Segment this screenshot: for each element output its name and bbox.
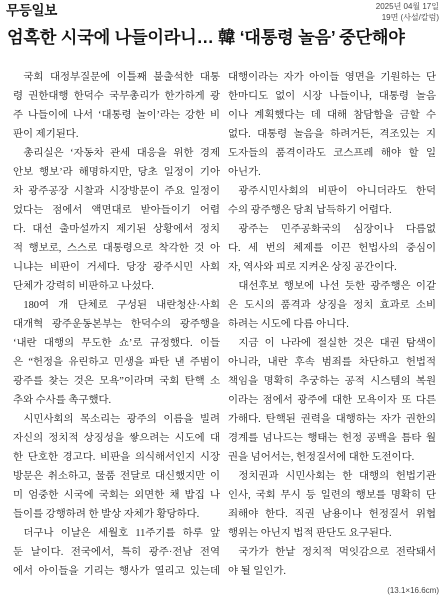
body-text-line: 도자들의 품격이라도 코스프레 해야 할 일 [228,148,436,159]
body-text-line: 미 엄중한 시국에 국회는 외면한 채 밥집 나 [13,490,220,501]
body-text-line: 야 될 일인가. [228,566,286,577]
body-text-line: 수의 광주행은 당최 납득하기 어렵다. [228,205,392,216]
body-text-line: 한 단호한 경고다. 비판을 의식해서인지 시장 [13,452,220,463]
left-column [13,68,220,581]
publication-date: 2025년 04월 17일 [375,2,439,11]
headline: 엄혹한 시국에 나들이라니… 韓 ‘대통령 놀음’ 중단해야 [7,27,405,47]
body-text-line: 령 권한대행 한덕수 국무총리가 한가하게 광 [13,91,220,102]
body-text-line: 판이 제기된다. [13,129,79,140]
body-text-line: 차 광주공장 시찰과 시장방문이 주요 일정이 [13,186,220,197]
body-text-line: 광주를 찾는 것은 모욕”이라며 국회 탄핵 소 [13,376,220,387]
body-text-line: 었다는 점에서 액면대로 받아들이기 어렵 [13,205,220,216]
body-text-line: 죄해야 한다. 직권 남용이나 헌정질서 위협 [228,509,436,520]
body-text-line: 추와 수사를 촉구했다. [13,395,112,406]
body-text-line: 방문은 취소하고, 물품 전달로 대신했지만 이 [13,471,220,482]
body-text-line: 에서 아이들을 기리는 행사가 열리고 있는데 [13,566,220,577]
body-text-line: 권을 넘어서는, 헌정질서에 대한 도전이다. [228,452,415,463]
body-text-line: 이나 계획했다는 데 대해 참담함을 금할 수 [228,110,436,121]
body-text-line: ‘내란 대행의 무도한 쇼’로 규정했다. 이들 [13,338,220,349]
body-text-line: 안보 행보’라 해명하지만, 당초 일정이 기아 [13,167,220,178]
right-column [228,68,436,581]
body-text-line: 대선후보 행보에 나선 듯한 광주행은 이같 [238,281,436,292]
body-text-line: 이라는 점에서 광주에 대한 모욕이자 또 다른 [228,395,436,406]
body-text-line: 가해다. 탄핵된 권력을 대행하는 자가 권한의 [228,414,436,425]
body-text-line: 시민사회의 목소리는 광주의 이름을 빌려 [23,414,220,425]
body-text-line: 국가가 한낱 정치적 먹잇감으로 전락돼서 [238,547,436,558]
body-text-line: 니냐는 비판이 거세다. 당장 광주시민 사회 [13,262,220,273]
body-text-line: 자신의 정치적 상징성을 쌓으려는 시도에 대 [13,433,220,444]
body-text-line: 대개혁 광주운동본부는 한덕수의 광주행을 [13,319,220,330]
body-text-line: 180여 개 단체로 구성된 내란청산·사회 [23,300,220,311]
body-text-line: 없다. 대통령 놀음을 하려거든, 격조있는 지 [228,129,436,140]
body-text-line: 광주는 민주공화국의 심장이나 다름없 [238,224,436,235]
body-text-line: 더구나 이날은 세월호 11주기를 하루 앞 [23,528,220,539]
body-text-line: 은 “헌정을 유린하고 민생을 파탄 낸 주범이 [13,357,220,368]
page-section: 19면 (사설/칼럼) [381,12,439,22]
body-text-line: 경계를 넘나드는 행태는 헌정 공백을 틈타 월 [228,433,436,444]
body-text-line: 아닌가. [228,167,261,178]
body-text-line: 광주시민사회의 비판이 아니더라도 한덕 [238,186,436,197]
body-text-line: 다. 세 번의 체제를 이끈 헌법사의 중심이 [228,243,436,254]
body-text-line: 자, 역사와 피로 지켜온 상징 공간이다. [228,262,397,273]
body-text-line: 다. 대선 출마설까지 제기된 상황에서 정치 [13,224,220,235]
body-text-line: 은 도시의 품격과 상징을 정치 효과로 소비 [228,300,436,311]
body-text-line: 지금 이 나라에 절실한 것은 대권 탐색이 [238,338,436,349]
body-text-line: 행위는 아닌지 법적 판단도 요구된다. [228,528,392,539]
body-text-line: 주 나들이에 나서 ‘대통령 놀이’라는 강한 비 [13,110,220,121]
body-text-line: 들이를 강행하려 한 발상 자체가 황당하다. [13,509,200,520]
body-text-line: 둔 날이다. 전국에서, 특히 광주·전남 전역 [13,547,220,558]
body-text-line: 아니라, 내란 후속 범죄를 차단하고 헌법적 [228,357,436,368]
body-text-line: 책임을 명확히 추궁하는 공적 시스템의 복원 [228,376,436,387]
body-text-line: 정치권과 시민사회는 한 대행의 헌법기관 [238,471,436,482]
newspaper-name: 무등일보 [6,3,57,18]
body-text-line: 국회 대정부질문에 이틀째 불출석한 대통 [23,72,220,83]
body-text-line: 한마디도 없이 시장 나들이나, 대통령 놀음 [228,91,436,102]
body-text-line: 총리실은 ‘자동차 관세 대응을 위한 경제 [23,148,220,159]
body-text-line: 적 행보로, 스스로 대통령으로 착각한 것 아 [13,243,220,254]
body-text-line: 단체가 강력히 비판하고 나섰다. [13,281,154,292]
body-text-line: 인사, 국회 무시 등 일련의 행보를 명확히 단 [228,490,436,501]
body-text-line: 대행이라는 자가 아이들 영면을 기원하는 단 [228,72,436,83]
clip-size-note: (13.1×16.6cm) [387,586,439,595]
issue-info [376,2,439,23]
body-text-line: 하려는 시도에 다름 아니다. [228,319,349,330]
